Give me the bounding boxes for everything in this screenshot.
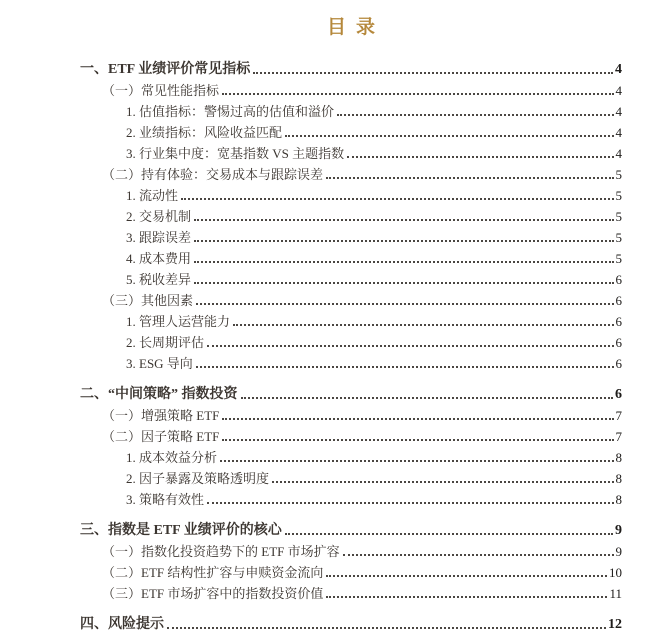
dot-leader — [326, 177, 613, 179]
toc-entry-page: 6 — [615, 314, 622, 329]
toc-entry-page: 8 — [615, 471, 622, 486]
dot-leader — [233, 324, 613, 326]
toc-entry-label: 3. 行业集中度：宽基指数 VS 主题指数 — [126, 146, 345, 161]
toc-entry-label: 3. 策略有效性 — [126, 492, 205, 507]
toc-entry[interactable] — [80, 309, 622, 330]
dot-leader — [194, 240, 613, 242]
toc-entry-label: 4. 成本费用 — [126, 251, 192, 266]
dot-leader — [181, 198, 613, 200]
toc-entry-label: 三、指数是 ETF 业绩评价的核心 — [80, 523, 282, 538]
toc-entry[interactable] — [80, 267, 622, 288]
toc-entry-label: （三）ETF 市场扩容中的指数投资价值 — [102, 586, 324, 601]
toc-entry[interactable] — [80, 611, 622, 633]
toc-entry-label: 2. 交易机制 — [126, 209, 192, 224]
toc-entry-page: 12 — [608, 617, 622, 632]
toc-entry-page: 7 — [615, 429, 622, 444]
dot-leader — [194, 261, 613, 263]
toc-entry-label: （二）ETF 结构性扩容与申赎资金流向 — [102, 565, 324, 580]
toc-entry-page: 5 — [615, 251, 622, 266]
toc-entry-label: 四、风险提示 — [80, 617, 164, 632]
toc-entry-label: （一）指数化投资趋势下的 ETF 市场扩容 — [102, 544, 340, 559]
toc-entry[interactable] — [80, 487, 622, 508]
toc-entry-page: 6 — [615, 272, 622, 287]
toc-entry-page: 5 — [615, 167, 622, 182]
toc-entry-page: 4 — [615, 83, 622, 98]
toc-entry[interactable] — [80, 162, 622, 183]
dot-leader — [222, 93, 613, 95]
toc-entry-label: 1. 流动性 — [126, 188, 179, 203]
toc-entry-page: 4 — [615, 125, 622, 140]
dot-leader — [167, 627, 606, 629]
toc-entry-label: 2. 长周期评估 — [126, 335, 205, 350]
dot-leader — [343, 554, 614, 556]
toc-entry-label: 二、“中间策略” 指数投资 — [80, 387, 238, 402]
dot-leader — [253, 72, 613, 74]
dot-leader — [196, 366, 614, 368]
toc-entry-page: 4 — [615, 62, 622, 77]
toc-entry-page: 10 — [609, 565, 622, 580]
toc-entry[interactable] — [80, 288, 622, 309]
toc-entry[interactable] — [80, 539, 622, 560]
toc-entry[interactable] — [80, 445, 622, 466]
toc-entry[interactable] — [80, 381, 622, 403]
toc-entry-page: 5 — [615, 209, 622, 224]
toc-entry-page: 8 — [615, 492, 622, 507]
toc-entry[interactable] — [80, 517, 622, 539]
dot-leader — [241, 397, 614, 399]
dot-leader — [207, 502, 613, 504]
toc-entry-page: 6 — [615, 335, 622, 350]
toc-entry-page: 11 — [609, 586, 622, 601]
toc-entry-label: （二）因子策略 ETF — [102, 429, 220, 444]
toc-entry-label: 5. 税收差异 — [126, 272, 192, 287]
toc-entry-page: 6 — [615, 356, 622, 371]
toc-content — [80, 12, 622, 633]
toc-entry[interactable] — [80, 141, 622, 162]
toc-entry[interactable] — [80, 225, 622, 246]
toc-entry-page: 4 — [615, 104, 622, 119]
toc-entry-label: （三）其他因素 — [102, 293, 194, 308]
toc-entry[interactable] — [80, 204, 622, 225]
dot-leader — [220, 460, 613, 462]
toc-entry[interactable] — [80, 466, 622, 487]
toc-entry[interactable] — [80, 351, 622, 372]
dot-leader — [285, 533, 613, 535]
toc-entry-page: 5 — [615, 188, 622, 203]
toc-entry-page: 6 — [615, 387, 622, 402]
dot-leader — [337, 114, 613, 116]
toc-entry[interactable] — [80, 403, 622, 424]
page-title: 目录 — [326, 17, 385, 38]
dot-leader — [222, 418, 613, 420]
toc-entry[interactable] — [80, 56, 622, 78]
toc-entry-label: 一、ETF 业绩评价常见指标 — [80, 62, 251, 77]
toc-entry-page: 8 — [615, 450, 622, 465]
toc-entry[interactable] — [80, 330, 622, 351]
toc-entry-page: 6 — [615, 293, 622, 308]
toc-entry[interactable] — [80, 120, 622, 141]
toc-list — [80, 56, 622, 633]
toc-entry-page: 9 — [615, 544, 622, 559]
dot-leader — [194, 219, 613, 221]
toc-entry-label: 2. 业绩指标：风险收益匹配 — [126, 125, 283, 140]
toc-entry-page: 7 — [615, 408, 622, 423]
toc-entry[interactable] — [80, 99, 622, 120]
toc-entry-label: 1. 管理人运营能力 — [126, 314, 231, 329]
toc-entry-label: 1. 估值指标：警惕过高的估值和溢价 — [126, 104, 335, 119]
toc-entry[interactable] — [80, 78, 622, 99]
toc-entry[interactable] — [80, 424, 622, 445]
toc-entry[interactable] — [80, 560, 622, 581]
toc-entry-label: （一）常见性能指标 — [102, 83, 220, 98]
dot-leader — [207, 345, 613, 347]
toc-entry-label: 3. 跟踪误差 — [126, 230, 192, 245]
dot-leader — [194, 282, 613, 284]
dot-leader — [326, 596, 607, 598]
dot-leader — [285, 135, 613, 137]
dot-leader — [272, 481, 613, 483]
toc-entry[interactable] — [80, 246, 622, 267]
toc-entry-label: 1. 成本效益分析 — [126, 450, 218, 465]
toc-entry-label: 2. 因子暴露及策略透明度 — [126, 471, 270, 486]
dot-leader — [222, 439, 613, 441]
toc-entry-page: 4 — [615, 146, 622, 161]
toc-entry[interactable] — [80, 581, 622, 602]
dot-leader — [326, 575, 607, 577]
dot-leader — [196, 303, 613, 305]
toc-entry[interactable] — [80, 183, 622, 204]
toc-entry-label: （二）持有体验：交易成本与跟踪误差 — [102, 167, 324, 182]
toc-entry-label: 3. ESG 导向 — [126, 356, 193, 371]
toc-entry-label: （一）增强策略 ETF — [102, 408, 220, 423]
toc-entry-page: 9 — [615, 523, 622, 538]
toc-entry-page: 5 — [615, 230, 622, 245]
dot-leader — [347, 156, 613, 158]
